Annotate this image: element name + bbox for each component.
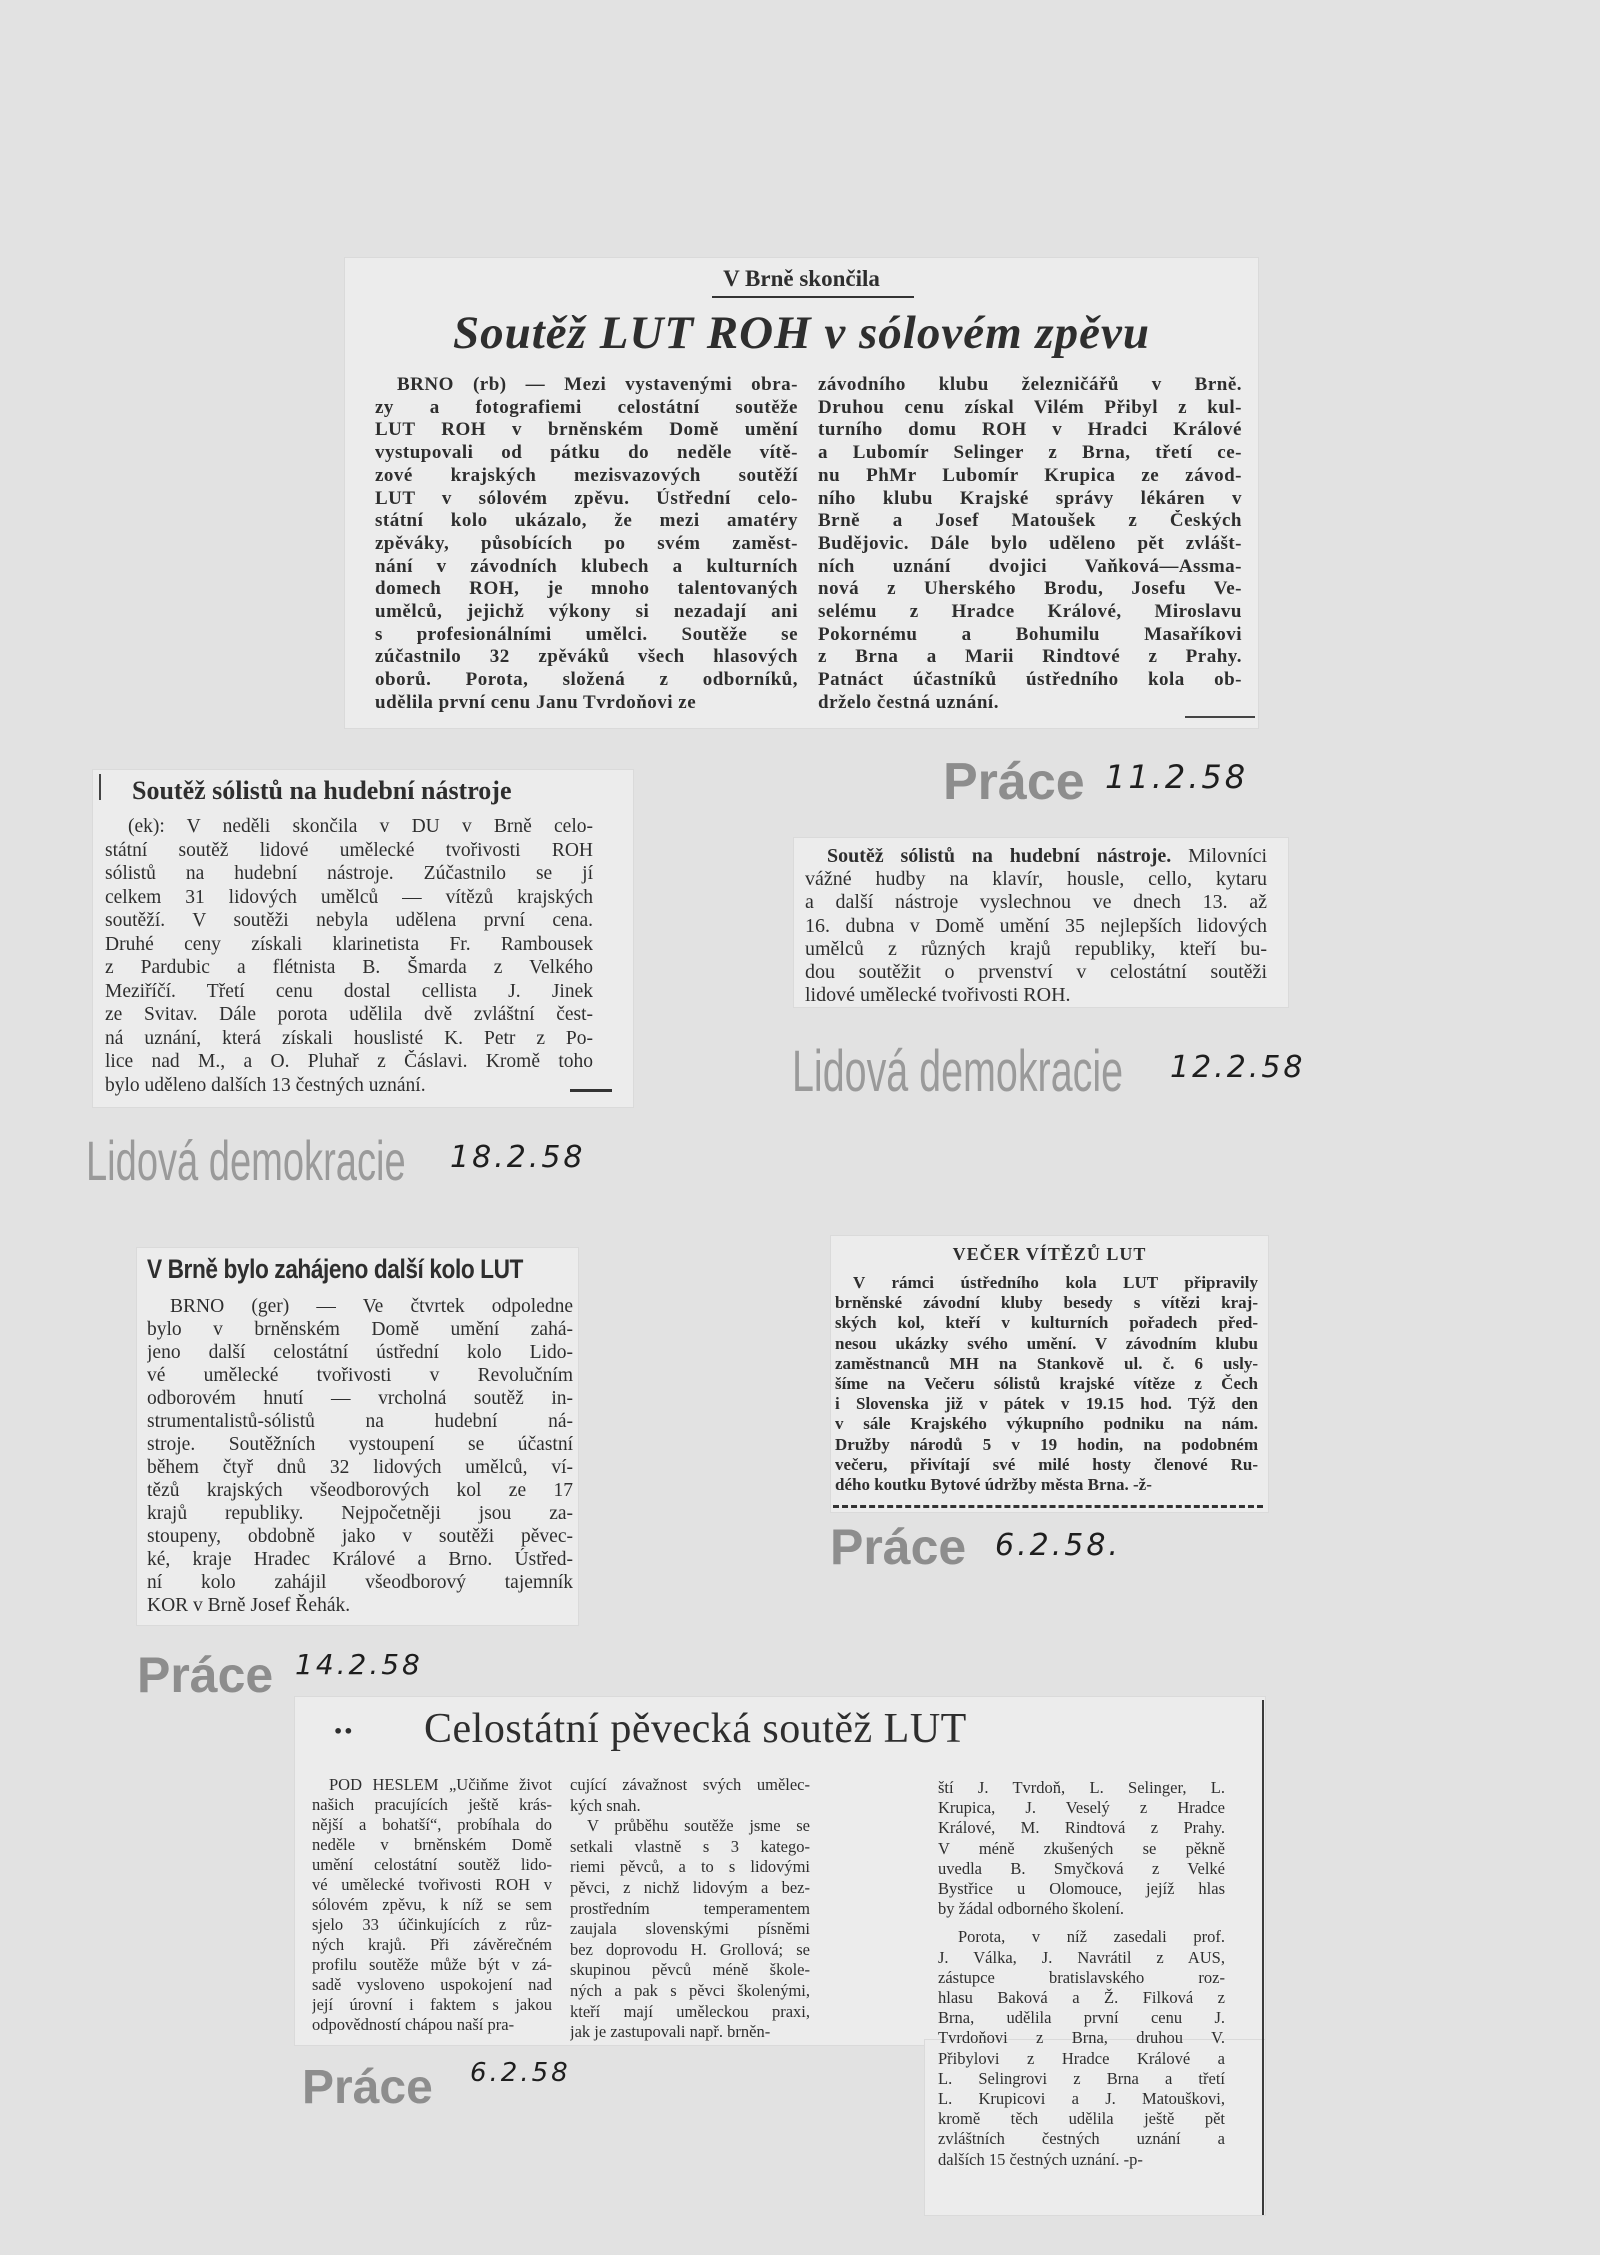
text-line: nová z Uherského Brodu, Josefu Ve- (818, 578, 1242, 600)
text-line: šíme na Večeru sólistů krajské vítěze z Čech (835, 1374, 1258, 1394)
text-line: kých snah. (570, 1795, 641, 1815)
text-line: turního domu ROH v Hradci Králové (818, 419, 1242, 441)
text-line: umění celostátní soutěž lido- (312, 1855, 552, 1874)
text-line: ního klubu Krajské správy lékáren v (818, 487, 1242, 509)
text-line: Brna, udělila první cenu J. (938, 2008, 1225, 2028)
text-line: nání v závodních klubech a kulturních (375, 555, 798, 577)
text-line: ké, kraje Hradec Králové a Brno. Ústřed- (147, 1549, 573, 1570)
clipping-headline: Celostátní pěvecká soutěž LUT (424, 1706, 967, 1752)
text-line (805, 845, 1267, 868)
clipping-headline: Soutěž LUT ROH v sólovém zpěvu (452, 307, 1151, 359)
text-line: bylo v brněnském Domě umění zahá- (147, 1319, 573, 1340)
text-line: prostředním temperamentem (570, 1898, 810, 1918)
text-line: oborů. Porota, složená z odborníků, (375, 669, 798, 691)
text-line: uvedla B. Smyčková z Velké (938, 1858, 1225, 1878)
text-line: odpovědností chápou naší pra- (312, 2015, 515, 2034)
article-column-right (938, 1778, 1225, 2170)
newspaper-stamp: Lidová demokracie (86, 1129, 406, 1192)
article-body (105, 815, 593, 1097)
text-line: vystupovali od pátku do neděle vítě- (375, 442, 798, 464)
handwritten-date: 11.2.58 (1105, 758, 1249, 796)
text-line: pěvci, z nichž lidovým a bez- (570, 1877, 810, 1897)
kicker-underline (712, 296, 914, 298)
text-line: Králové, M. Rindtová z Prahy. (938, 1818, 1225, 1838)
text-line: Pokornému a Bohumilu Masaříkovi (818, 623, 1242, 645)
text-line: selému z Hradce Králové, Miroslavu (818, 601, 1242, 623)
handwritten-date: 14.2.58 (295, 1648, 423, 1681)
text-line: Patnáct účastníků ústředního kola ob- (818, 669, 1242, 691)
text-line: lidové umělecké tvořivosti ROH. (805, 984, 1071, 1007)
text-line: ských kol, kteří v kulturních pořadech před- (835, 1313, 1258, 1333)
text-line: ních uznání dvojici Vaňková—Assma- (818, 555, 1242, 577)
article-column-middle (570, 1775, 810, 2043)
text-line: z Brna a Marii Rindtové z Prahy. (818, 646, 1242, 668)
text-line: z Pardubic a flétnista B. Šmarda z Velkého (105, 957, 593, 978)
text-line: nější a bohatší“, probíhala do (312, 1815, 552, 1834)
text-line: (ek): V neděli skončila v DU v Brně celo- (128, 816, 593, 837)
text-line: profilu soutěže může být v zá- (312, 1955, 552, 1974)
clipping-headline: VEČER VÍTĚZŮ LUT (952, 1244, 1147, 1264)
text-line: vé umělecké tvořivosti v Revolučním (147, 1365, 573, 1386)
clipping-left-edge (99, 774, 101, 800)
text-line: jeno další celostátní ústřední kolo Lido- (147, 1342, 573, 1363)
newspaper-stamp: Lidová demokracie (792, 1039, 1124, 1104)
text-line: by žádal odborného školení. (938, 1899, 1125, 1919)
text-line: ná uznání, která získali houslisté K. Petr z Po- (105, 1027, 593, 1049)
text-line: L. Krupicovi a J. Matouškovi, (938, 2089, 1225, 2109)
article-body (147, 1295, 573, 1617)
text-line: Porota, v níž zasedali prof. (958, 1927, 1225, 1947)
text-line: hlasu Baková a Ž. Filková z (938, 1988, 1225, 2008)
text-line: státní kolo ukázalo, že mezi amatéry (375, 510, 798, 532)
text-line: i Slovenska již v pátek v 19.15 hod. Týž den (835, 1394, 1258, 1414)
text-line: setkali vlastně s 3 katego- (570, 1836, 810, 1856)
text-line: J. Válka, J. Navrátil z AUS, (938, 1947, 1225, 1967)
text-line: Druhou cenu získal Vilém Přibyl z kul- (818, 396, 1242, 418)
handwritten-date: 12.2.58 (1170, 1050, 1306, 1085)
text-line: Krupica, J. Veselý z Hradce (938, 1798, 1225, 1818)
newspaper-stamp: Práce (137, 1647, 274, 1703)
handwritten-date: 18.2.58 (450, 1140, 586, 1175)
text-line: dého koutku Bytové údržby města Brna. -ž- (835, 1475, 1152, 1495)
text-line: ní kolo zahájil všeodborový tajemník (147, 1572, 573, 1593)
dashed-rule (833, 1505, 1263, 1508)
handwritten-date: 6.2.58 (470, 2058, 571, 2088)
text-line: L. Selingrovi z Brna a třetí (938, 2068, 1225, 2088)
text-line: LUT ROH v brněnském Domě umění (375, 419, 798, 441)
text-line: 16. dubna v Domě umění 35 nejlepších lidových (805, 914, 1267, 937)
text-line: strumentalistů-sólistů na hudební ná- (147, 1411, 573, 1432)
text-line: soutěží. V soutěži nebyla udělena první cena. (105, 910, 593, 931)
text-line: udělila první cenu Janu Tvrdoňovi ze (375, 691, 697, 713)
article-column-right (818, 374, 1242, 715)
article-column-left (312, 1775, 552, 2035)
text-line: Druhé ceny získali klarinetista Fr. Rambousek (105, 933, 593, 955)
article-body (835, 1273, 1258, 1495)
clipping-kicker: V Brně skončila (723, 266, 880, 291)
clipping-headline: Soutěž sólistů na hudební nástroje (132, 776, 512, 805)
text-line: krajů republiky. Nejpočetněji jsou za- (147, 1503, 573, 1524)
text-line: zástupce bratislavského roz- (938, 1967, 1225, 1987)
lead-in: Soutěž sólistů na hudební nástroje. (827, 845, 1172, 867)
text-line: nu PhMr Lubomír Krupica ze závod- (818, 464, 1242, 486)
text-line: lice nad M., a O. Pluhař z Čáslavi. Kromě toho (105, 1051, 593, 1072)
text-line: státní soutěž lidové umělecké tvořivosti ROH (105, 839, 593, 861)
text-line: našich pracujících ještě krás- (312, 1795, 552, 1814)
text-line: zvláštních čestných uznání a (938, 2129, 1225, 2149)
text-line: celkem 31 lidových umělců — vítězů krajských (105, 886, 593, 908)
text-line: jak je zastupovali např. brněn- (570, 2022, 771, 2042)
text-line: kteří mají uměleckou praxi, (570, 2001, 810, 2021)
text-line: kromě těch udělila ještě pět (938, 2109, 1225, 2129)
text-line: vážné hudby na klavír, housle, cello, kytaru (805, 868, 1267, 890)
text-line: vé umělecké tvořivosti ROH v (312, 1875, 552, 1894)
text-line: Družby národů 5 v 19 hodin, na podobném (835, 1434, 1258, 1454)
text-line: neděle v brněnském Domě (312, 1835, 552, 1854)
text-line: brněnské závodní kluby besedy s vítězi kraj- (835, 1293, 1258, 1313)
text-line: dalších 15 čestných uznání. -p- (938, 2149, 1143, 2169)
text-line: POD HESLEM „Učiňme život (329, 1775, 552, 1794)
text-line: KOR v Brně Josef Řehák. (147, 1595, 351, 1616)
text-line: sadě vysloveno uspokojení nad (312, 1975, 552, 1994)
text-line: Přibylovi z Hradce Králové a (938, 2048, 1225, 2068)
text-line: v sále Krajského výkupního podniku na nám. (835, 1414, 1258, 1434)
newspaper-stamp: Práce (943, 753, 1085, 811)
text-line: odborovém hnutí — vrcholná soutěž in- (147, 1388, 573, 1409)
text-line: zaměstnanců MH na Stankově ul. č. 6 usly- (835, 1353, 1258, 1373)
text-line: a Lubomír Selinger z Brna, třetí ce- (818, 442, 1242, 464)
text-line: ze Svitav. Dále porota udělila dvě zvláštní čest- (105, 1004, 593, 1025)
clipping-headline: V Brně bylo zahájeno další kolo LUT (147, 1254, 523, 1284)
text-line: Bystřice u Olomouce, jejíž hlas (938, 1879, 1225, 1899)
text-line: během čtyř dnů 32 lidových umělců, ví- (147, 1457, 573, 1478)
text-line: BRNO (ger) — Ve čtvrtek odpoledne (170, 1296, 573, 1317)
text-line: sólovém zpěvu, k níž se sem (312, 1895, 552, 1914)
text-line: umělců z různých krajů republiky, kteří bu- (805, 937, 1267, 960)
text-line: večeru, přivítají své milé hosty členové Ru- (835, 1454, 1258, 1474)
text-line: skupinou pěvců méně škole- (570, 1960, 810, 1980)
text-line: tězů krajských všeodborových kol ze 17 (147, 1480, 573, 1501)
text-line: a další nástroje vyslechnou ve dnech 13. až (805, 891, 1267, 914)
text-line: zy a fotografiemi celostátní soutěže (375, 396, 798, 418)
text-line: V méně zkušených se pěkně (938, 1838, 1225, 1858)
handwritten-date: 6.2.58. (995, 1528, 1121, 1563)
text-line: zaujala slovenskými písněmi (570, 1919, 810, 1939)
text-line: její úrovní i faktem s jakou (312, 1995, 552, 2014)
end-mark (570, 1089, 612, 1092)
text-line: bylo uděleno dalších 13 čestných uznání. (105, 1074, 426, 1096)
text-line: V rámci ústředního kola LUT připravily (853, 1273, 1258, 1292)
text-line: ští J. Tvrdoň, L. Selinger, L. (938, 1778, 1225, 1797)
text-line: BRNO (rb) — Mezi vystavenými obra- (397, 374, 798, 395)
newspaper-stamp: Práce (302, 2061, 433, 2114)
text-line: stroje. Soutěžních vystoupení se účastní (147, 1434, 573, 1455)
divider-rule (1185, 716, 1255, 718)
text-line: umělců, jejichž výkony si nezadají ani (375, 601, 798, 623)
text-line: riemi pěvců, a to s lidovými (570, 1857, 810, 1877)
text-line: bez doprovodu H. Grollová; se (570, 1939, 810, 1959)
text-line: domech ROH, je mnoho talentovaných (375, 578, 798, 600)
text-span: Milovníci (1188, 845, 1267, 867)
text-line: sjelo 33 účinkujících z růz- (312, 1915, 552, 1934)
newspaper-stamp: Práce (830, 1519, 967, 1575)
text-line: dou soutěžit o prvenství v celostátní soutěži (805, 961, 1267, 984)
text-line: s profesionálními umělci. Soutěže se (375, 623, 798, 645)
text-line: Brně a Josef Matoušek z Českých (818, 510, 1242, 532)
text-line: V průběhu soutěže jsme se (587, 1816, 810, 1836)
text-line: ných a pak s pěvci školenými, (570, 1980, 810, 2000)
text-line: zové krajských mezisvazových soutěží (375, 464, 798, 486)
article-column-left (375, 374, 798, 715)
text-line: sólistů na hudební nástroje. Zúčastnilo se jí (105, 863, 593, 884)
text-line: zpěváky, působících po svém zaměst- (375, 532, 798, 554)
text-line: cující závažnost svých umělec- (570, 1775, 810, 1794)
clipping-right-border (1262, 1700, 1264, 2215)
text-line: nesou ukázky svého umění. V závodním klubu (835, 1333, 1258, 1353)
text-line: drželo čestná uznání. (818, 691, 999, 713)
text-line: zúčastnilo 32 zpěváků všech hlasových (375, 646, 798, 668)
bullet-marks: •• (333, 1722, 354, 1741)
text-line: závodního klubu železničářů v Brně. (818, 374, 1242, 395)
text-line: Tvrdoňovi z Brna, druhou V. (938, 2028, 1225, 2048)
text-line: ných krajů. Při závěrečném (312, 1935, 552, 1954)
text-line: stoupeny, obdobně jako v soutěži pěvec- (147, 1526, 573, 1547)
article-body (805, 868, 1267, 1008)
text-line: LUT v sólovém zpěvu. Ústřední celo- (375, 487, 798, 509)
text-line: Meziříčí. Třetí cenu dostal cellista J. Jinek (105, 980, 593, 1002)
text-line: Budějovic. Dále bylo uděleno pět zvlášt- (818, 532, 1242, 554)
